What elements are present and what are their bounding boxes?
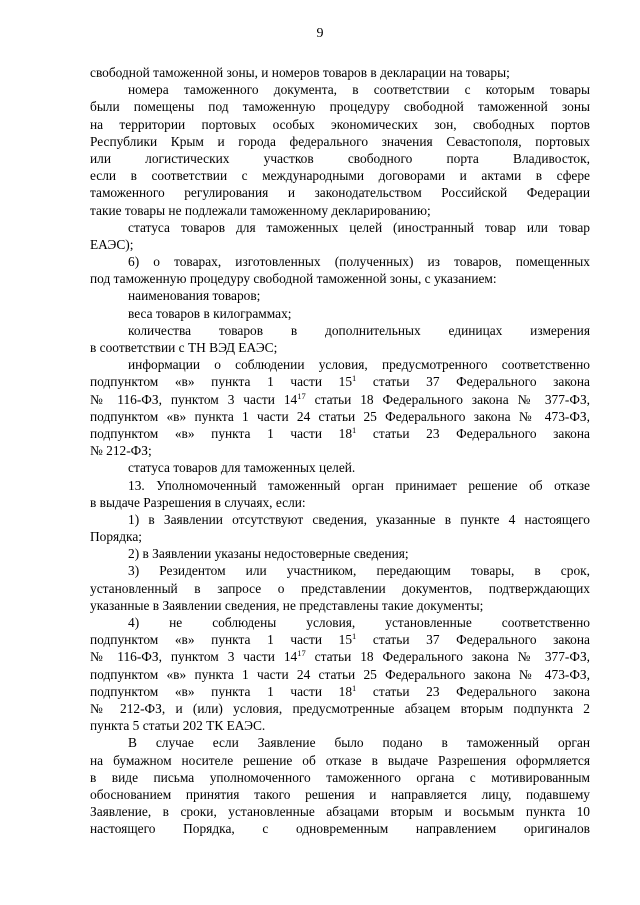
text-line: в выдаче Разрешения в случаях, если: [90, 494, 306, 510]
text-line: наименования товаров; [128, 288, 261, 304]
text-line: 6) о товарах, изготовленных (полученных) из товаров, помещенных [128, 254, 590, 270]
text-line: Республики Крым и города федерального значения Севастополя, портовых [90, 133, 590, 149]
text-line [90, 391, 590, 408]
superscript: 17 [297, 390, 306, 401]
text-line: в соответствии с ТН ВЭД ЕАЭС; [90, 340, 278, 355]
text-line: указанные в Заявлении сведения, не представлены такие документы; [90, 597, 484, 613]
text-line: на бумажном носителе решение об отказе в выдаче Разрешения оформляется [90, 752, 590, 768]
text-line: статуса товаров для таможенных целей. [128, 460, 356, 476]
text-line: подпунктом «в» пункта 1 части 24 статьи 25 Федерального закона № 473-ФЗ, [90, 408, 590, 424]
text-line: 3) Резидентом или участником, передающим товары, в срок, [128, 563, 590, 579]
text-fragment: статьи 37 Федерального закона [356, 632, 590, 648]
text-fragment: статьи 23 Федерального закона [356, 683, 590, 699]
text-fragment: статьи 18 Федерального закона № 377-ФЗ, [305, 391, 590, 407]
text-fragment: подпунктом «в» пункта 1 части 15 [90, 632, 353, 648]
document-body [90, 64, 590, 837]
superscript: 17 [297, 648, 306, 659]
text-line: ЕАЭС); [90, 236, 134, 252]
text-line: пункта 5 статьи 202 ТК ЕАЭС. [90, 718, 266, 734]
text-fragment: подпунктом «в» пункта 1 части 15 [90, 374, 353, 390]
text-line: 13. Уполномоченный таможенный орган принимает решение об отказе [128, 477, 590, 493]
text-line: подпунктом «в» пункта 1 части 24 статьи 25 Федерального закона № 473-ФЗ, [90, 666, 590, 682]
text-line: Заявление, в сроки, установленные абзацами вторым и восьмым пункта 10 [90, 804, 590, 820]
superscript: 1 [352, 424, 357, 435]
text-line: на территории портовых особых экономических зон, свободных портов [90, 116, 590, 132]
text-fragment: № 116-ФЗ, пунктом 3 части 14 [90, 391, 298, 407]
text-line [90, 373, 590, 390]
text-line [90, 631, 590, 648]
text-line: количества товаров в дополнительных единицах измерения [128, 322, 590, 338]
text-line: такие товары не подлежали таможенному декларированию; [90, 202, 431, 218]
text-line [90, 683, 590, 700]
text-line: № 212-ФЗ, и (или) условия, предусмотренные абзацем вторым подпункта 2 [90, 700, 590, 716]
superscript: 1 [352, 631, 357, 642]
text-line [90, 648, 590, 665]
text-line: настоящего Порядка, с одновременным направлением оригиналов [90, 821, 590, 837]
text-fragment: подпунктом «в» пункта 1 части 18 [90, 683, 353, 699]
text-fragment: № 116-ФЗ, пунктом 3 части 14 [90, 649, 298, 665]
text-line: 4) не соблюдены условия, установленные соответственно [128, 615, 590, 630]
text-line: Порядка; [90, 529, 142, 545]
text-line: номера таможенного документа, в соответствии с которым товары [128, 82, 590, 98]
text-line: информации о соблюдении условия, предусмотренного соответственно [128, 357, 590, 373]
text-line: В случае если Заявление было подано в таможенный орган [128, 735, 590, 751]
text-fragment: подпунктом «в» пункта 1 части 18 [90, 425, 353, 441]
text-line: установленный в запросе о представлении документов, подтверждающих [90, 580, 590, 596]
text-line: в виде письма уполномоченного таможенного органа с мотивированным [90, 769, 590, 785]
page-number: 9 [316, 26, 324, 41]
text-line: были помещены под таможенную процедуру свободной таможенной зоны [90, 99, 590, 115]
text-line: или логистических участков свободного порта Владивосток, [90, 150, 590, 166]
text-line: 2) в Заявлении указаны недостоверные сведения; [128, 546, 409, 562]
text-line: 1) в Заявлении отсутствуют сведения, указанные в пункте 4 настоящего [128, 511, 590, 527]
text-line: обоснованием принятия такого решения и направляется лицу, подавшему [90, 786, 590, 802]
text-fragment: статьи 18 Федерального закона № 377-ФЗ, [305, 649, 590, 665]
text-line: веса товаров в килограммах; [128, 305, 292, 321]
text-line: статуса товаров для таможенных целей (иностранный товар или товар [128, 219, 590, 235]
superscript: 1 [352, 682, 357, 693]
superscript: 1 [352, 373, 357, 384]
text-line [90, 425, 590, 442]
text-line: свободной таможенной зоны, и номеров товаров в декларации на товары; [90, 65, 510, 80]
text-line: таможенного регулирования и законодательством Российской Федерации [90, 185, 590, 201]
text-line: № 212-ФЗ; [90, 443, 152, 459]
text-line: если в соответствии с международными договорами и актами в сфере [90, 168, 590, 184]
text-fragment: статьи 37 Федерального закона [356, 374, 590, 390]
text-fragment: статьи 23 Федерального закона [356, 425, 590, 441]
text-line: под таможенную процедуру свободной таможенной зоны, с указанием: [90, 271, 497, 287]
